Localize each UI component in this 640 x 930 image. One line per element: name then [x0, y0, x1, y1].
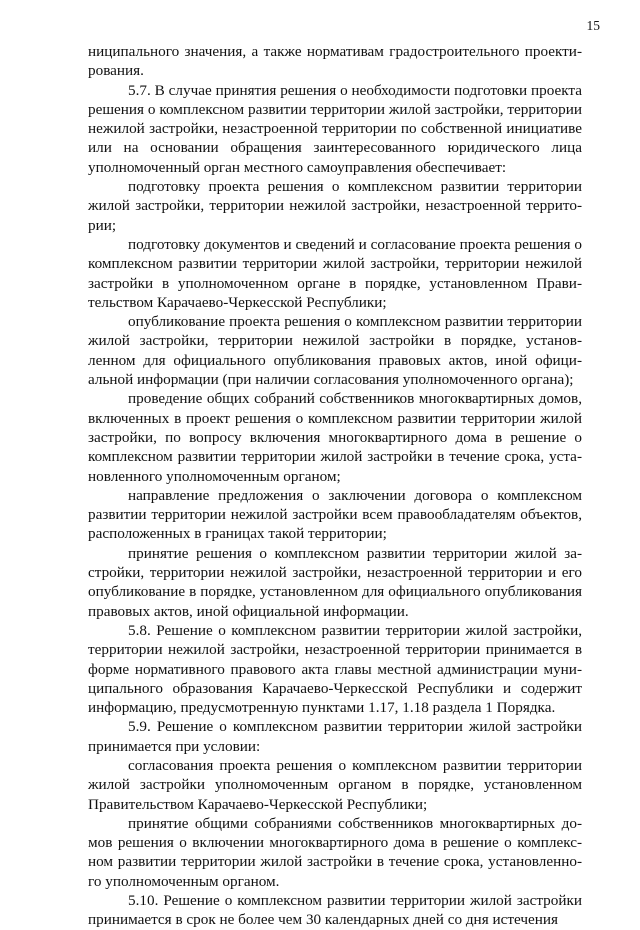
- paragraph-list-item: опубликование проекта решения о комплексном развитии территории жилой застройки, территории нежилой застройки в порядке, установленном для официального опубликования правовых актов, иной официальной информации (при наличии согласования уполномоченного органа);: [88, 313, 582, 389]
- paragraph-list-item: принятие общими собраниями собственников многоквартирных домов решения о включении многоквартирного дома в решение о комплексном развитии территории жилой застройки в течение срока, установленного уполномоченным органом.: [88, 814, 582, 890]
- paragraph-list-item: принятие решения о комплексном развитии территории жилой застройки, территории нежилой застройки, незастроенной территории и его опубликование в порядке, установленном для официального опубликования правовых актов, иной официальной информации.: [88, 544, 582, 620]
- paragraph-list-item: подготовку проекта решения о комплексном развитии территории жилой застройки, территории нежилой застройки, незастроенной территории;: [88, 178, 582, 234]
- paragraph-5-10: 5.10. Решение о комплексном развитии территории жилой застройки принимается в срок не более чем 30 календарных дней со дня истечения: [88, 892, 582, 929]
- paragraph-list-item: проведение общих собраний собственников многоквартирных домов, включенных в проект решения о комплексном развитии территории жилой застройки, по вопросу включения многоквартирного дома в решение о комплексном развитии территории жилой застройки в течение срока, установленного уполномоченным органом;: [88, 390, 582, 485]
- page-number: 15: [586, 18, 600, 33]
- paragraph-list-item: согласования проекта решения о комплексном развитии территории жилой застройки уполномоченным органом в порядке, установленном Правительством Карачаево-Черкесской Республики;: [88, 756, 582, 813]
- paragraph-list-item: направление предложения о заключении договора о комплексном развитии территории нежилой застройки всем правообладателям объектов, расположенных в границах такой территории;: [88, 486, 582, 543]
- paragraph-list-item: подготовку документов и сведений и согласование проекта решения о комплексном развитии территории жилой застройки, территории нежилой застройки в уполномоченном органе в порядке, установленном Правительством Карачаево-Черкесской Республики;: [88, 235, 582, 311]
- paragraph-5-7: 5.7. В случае принятия решения о необходимости подготовки проекта решения о комплексном развитии территории жилой застройки, территории нежилой застройки, незастроенной территории по собственной инициативе или на основании обращения заинтересованного юридического лица уполномоченный орган местного самоуправления обеспечивает:: [88, 81, 582, 176]
- paragraph-5-9: 5.9. Решение о комплексном развитии территории жилой застройки принимается при условии:: [88, 718, 582, 755]
- document-body: [88, 42, 582, 930]
- paragraph-continuation: ниципального значения, а также нормативам градостроительного проектирования.: [88, 43, 582, 80]
- paragraph-5-8: 5.8. Решение о комплексном развитии территории жилой застройки, территории нежилой застройки, незастроенной территории принимается в форме нормативного правового акта главы местной администрации муниципального образования Карачаево-Черкесской Республики и содержит информацию, предусмотренную пунктами 1.17, 1.18 раздела 1 Порядка.: [88, 621, 582, 717]
